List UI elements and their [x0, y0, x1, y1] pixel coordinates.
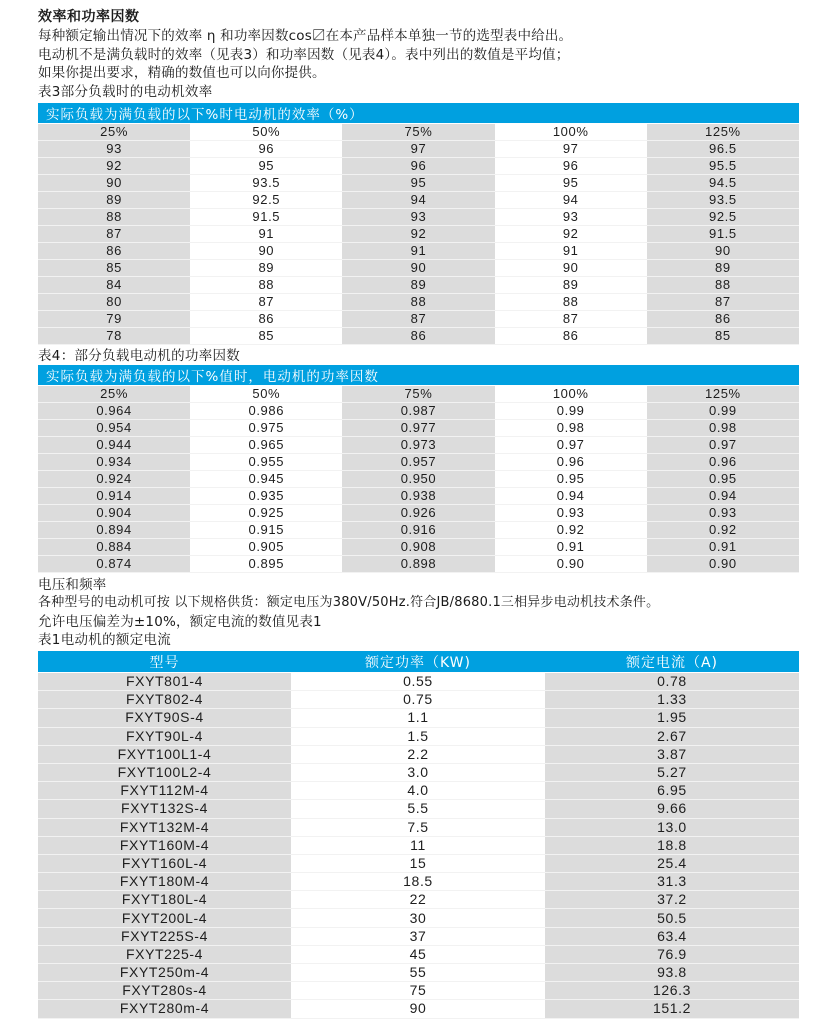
column-header: 50% — [190, 123, 342, 140]
table-row — [38, 873, 799, 891]
table-cell: 0.914 — [38, 487, 190, 504]
table-cell: FXYT802-4 — [38, 691, 291, 709]
table4-header: 实际负载为满负载的以下%值时，电动机的功率因数 — [38, 365, 799, 386]
table-cell: 0.97 — [647, 436, 799, 453]
table-cell: 0.950 — [342, 470, 494, 487]
voltage-line-2: 允许电压偏差为±10%，额定电流的数值见表1 — [38, 613, 322, 630]
table-cell: 97 — [342, 140, 494, 157]
table-row — [38, 691, 799, 709]
table-cell: 0.955 — [190, 453, 342, 470]
table3-efficiency — [38, 103, 799, 345]
column-header: 125% — [647, 123, 799, 140]
table-cell: FXYT100L2-4 — [38, 763, 291, 781]
table-row — [38, 538, 799, 555]
table-row — [38, 470, 799, 487]
table-row — [38, 293, 799, 310]
table-row — [38, 727, 799, 745]
table-cell: 0.884 — [38, 538, 190, 555]
table-cell: 96 — [342, 157, 494, 174]
table-cell: 0.973 — [342, 436, 494, 453]
table-cell: FXYT200L-4 — [38, 909, 291, 927]
table-row — [38, 191, 799, 208]
table-cell: 1.5 — [291, 727, 545, 745]
table-cell: 93 — [495, 208, 647, 225]
table-cell: FXYT132M-4 — [38, 818, 291, 836]
table-cell: 1.1 — [291, 709, 545, 727]
table-row — [38, 891, 799, 909]
table-cell: 0.95 — [495, 470, 647, 487]
table-cell: 13.0 — [545, 818, 799, 836]
column-header-row — [38, 123, 799, 140]
table-row — [38, 709, 799, 727]
table-cell: 0.938 — [342, 487, 494, 504]
table-cell: 0.98 — [647, 419, 799, 436]
table-row — [38, 521, 799, 538]
table-cell: 18.5 — [291, 873, 545, 891]
table-cell: 79 — [38, 310, 190, 327]
table-cell: 0.926 — [342, 504, 494, 521]
table-row — [38, 157, 799, 174]
table-cell: 15 — [291, 854, 545, 872]
table-cell: 80 — [38, 293, 190, 310]
table-cell: 0.975 — [190, 419, 342, 436]
table-cell: 96.5 — [647, 140, 799, 157]
table-row — [38, 673, 799, 691]
table-cell: 93 — [342, 208, 494, 225]
table-cell: 0.904 — [38, 504, 190, 521]
table-row — [38, 782, 799, 800]
table-cell: 95 — [495, 174, 647, 191]
table-cell: 0.925 — [190, 504, 342, 521]
table-row — [38, 504, 799, 521]
table-cell: 86 — [647, 310, 799, 327]
table-row — [38, 419, 799, 436]
table-cell: 0.915 — [190, 521, 342, 538]
table-row — [38, 836, 799, 854]
column-header-row — [38, 385, 799, 402]
table-cell: 0.934 — [38, 453, 190, 470]
voltage-title: 电压和频率 — [38, 576, 107, 593]
table-cell: 0.987 — [342, 402, 494, 419]
table3-caption: 表3部分负载时的电动机效率 — [38, 83, 213, 100]
table-cell: 88 — [38, 208, 190, 225]
table-cell: FXYT160L-4 — [38, 854, 291, 872]
table-cell: 94 — [342, 191, 494, 208]
table-row — [38, 225, 799, 242]
table-cell: 92 — [342, 225, 494, 242]
table-cell: 2.67 — [545, 727, 799, 745]
table-cell: 0.898 — [342, 555, 494, 572]
table-row — [38, 800, 799, 818]
table-cell: 0.986 — [190, 402, 342, 419]
table-cell: 7.5 — [291, 818, 545, 836]
table-cell: 91 — [190, 225, 342, 242]
table-cell: 30 — [291, 909, 545, 927]
table-cell: 0.977 — [342, 419, 494, 436]
table-cell: 0.91 — [495, 538, 647, 555]
table-row — [38, 174, 799, 191]
table-cell: 0.75 — [291, 691, 545, 709]
table-row — [38, 945, 799, 963]
table-row — [38, 745, 799, 763]
table-row — [38, 436, 799, 453]
table-row — [38, 208, 799, 225]
column-header: 75% — [342, 123, 494, 140]
table1-caption: 表1电动机的额定电流 — [38, 632, 172, 648]
table-cell: 3.87 — [545, 745, 799, 763]
table-cell: 5.5 — [291, 800, 545, 818]
table3-body — [38, 123, 799, 344]
table-cell: 0.99 — [495, 402, 647, 419]
table-cell: 5.27 — [545, 763, 799, 781]
table-cell: 95 — [342, 174, 494, 191]
table-cell: FXYT90L-4 — [38, 727, 291, 745]
table-cell: 0.96 — [495, 453, 647, 470]
table-cell: 55 — [291, 964, 545, 982]
table-cell: 86 — [38, 242, 190, 259]
table-cell: 76.9 — [545, 945, 799, 963]
table-cell: 90 — [342, 259, 494, 276]
table-cell: 0.944 — [38, 436, 190, 453]
table-cell: 88 — [342, 293, 494, 310]
table-cell: 4.0 — [291, 782, 545, 800]
table-cell: 90 — [38, 174, 190, 191]
table-row — [38, 310, 799, 327]
column-header-model: 型号 — [38, 651, 291, 673]
table-cell: 50.5 — [545, 909, 799, 927]
table-cell: 0.97 — [495, 436, 647, 453]
table-cell: FXYT160M-4 — [38, 836, 291, 854]
table-cell: 37 — [291, 927, 545, 945]
table-row — [38, 927, 799, 945]
table-cell: 92 — [38, 157, 190, 174]
table-row — [38, 982, 799, 1000]
table-cell: 87 — [38, 225, 190, 242]
table-cell: 0.957 — [342, 453, 494, 470]
table-cell: 0.924 — [38, 470, 190, 487]
table-row — [38, 259, 799, 276]
table-cell: 0.945 — [190, 470, 342, 487]
table-cell: 11 — [291, 836, 545, 854]
table-cell: 0.99 — [647, 402, 799, 419]
table-cell: 92.5 — [647, 208, 799, 225]
table-cell: 0.905 — [190, 538, 342, 555]
table-cell: FXYT225-4 — [38, 945, 291, 963]
table-cell: 88 — [647, 276, 799, 293]
table-cell: 93.5 — [647, 191, 799, 208]
table-cell: 95.5 — [647, 157, 799, 174]
table3-header: 实际负载为满负载的以下%时电动机的效率（%） — [38, 103, 799, 124]
table-cell: 0.95 — [647, 470, 799, 487]
column-header-rated-current: 额定电流（A) — [545, 651, 799, 673]
table-row — [38, 555, 799, 572]
table1-header-row — [38, 651, 799, 673]
table-row — [38, 909, 799, 927]
table-row — [38, 1000, 799, 1018]
table-row — [38, 964, 799, 982]
table-cell: 1.33 — [545, 691, 799, 709]
table-cell: 93.8 — [545, 964, 799, 982]
table-cell: 96 — [495, 157, 647, 174]
table-cell: 0.98 — [495, 419, 647, 436]
column-header: 25% — [38, 385, 190, 402]
table-cell: 89 — [38, 191, 190, 208]
table-row — [38, 453, 799, 470]
table-cell: 92.5 — [190, 191, 342, 208]
table-cell: 90 — [647, 242, 799, 259]
table-cell: 78 — [38, 327, 190, 344]
table-cell: 37.2 — [545, 891, 799, 909]
table-cell: 3.0 — [291, 763, 545, 781]
column-header: 50% — [190, 385, 342, 402]
column-header-rated-power: 额定功率（KW) — [291, 651, 545, 673]
table-cell: 0.96 — [647, 453, 799, 470]
table-cell: 91.5 — [647, 225, 799, 242]
table-cell: 0.895 — [190, 555, 342, 572]
table-cell: 91 — [495, 242, 647, 259]
table-cell: 63.4 — [545, 927, 799, 945]
table-cell: 6.95 — [545, 782, 799, 800]
table-cell: 45 — [291, 945, 545, 963]
table-cell: 93 — [38, 140, 190, 157]
table-cell: 25.4 — [545, 854, 799, 872]
column-header: 125% — [647, 385, 799, 402]
table-cell: 0.78 — [545, 673, 799, 691]
table-cell: 87 — [495, 310, 647, 327]
table-cell: 1.95 — [545, 709, 799, 727]
table-cell: 0.874 — [38, 555, 190, 572]
table-cell: 75 — [291, 982, 545, 1000]
table-row — [38, 487, 799, 504]
table-cell: 2.2 — [291, 745, 545, 763]
intro-line-1: 每种额定输出情况下的效率 η 和功率因数cos〼在本产品样本单独一节的选型表中给出。 — [38, 28, 573, 44]
table-cell: 94.5 — [647, 174, 799, 191]
table-cell: 95 — [190, 157, 342, 174]
table-cell: FXYT180L-4 — [38, 891, 291, 909]
table-cell: 0.94 — [495, 487, 647, 504]
table-cell: 85 — [647, 327, 799, 344]
table-cell: 90 — [495, 259, 647, 276]
table-row — [38, 763, 799, 781]
table-cell: 94 — [495, 191, 647, 208]
table-cell: 88 — [495, 293, 647, 310]
table-cell: 0.92 — [647, 521, 799, 538]
table-cell: 0.93 — [495, 504, 647, 521]
table-cell: FXYT250m-4 — [38, 964, 291, 982]
voltage-line-1: 各种型号的电动机可按 以下规格供货：额定电压为380V/50Hz.符合JB/8680.1三相异步电动机技术条件。 — [38, 595, 660, 610]
column-header: 25% — [38, 123, 190, 140]
table-cell: 0.94 — [647, 487, 799, 504]
table-cell: FXYT280m-4 — [38, 1000, 291, 1018]
table-cell: FXYT225S-4 — [38, 927, 291, 945]
table-cell: 0.935 — [190, 487, 342, 504]
table-cell: 86 — [342, 327, 494, 344]
table-cell: 0.916 — [342, 521, 494, 538]
table-cell: 92 — [495, 225, 647, 242]
table-row — [38, 242, 799, 259]
intro-line-2: 电动机不是满负载时的效率（见表3）和功率因数（见表4）。表中列出的数值是平均值； — [38, 46, 570, 63]
table-cell: 96 — [190, 140, 342, 157]
table-cell: 85 — [190, 327, 342, 344]
table-cell: 0.954 — [38, 419, 190, 436]
table4-body — [38, 385, 799, 572]
table-cell: 86 — [190, 310, 342, 327]
table-cell: 22 — [291, 891, 545, 909]
table-cell: 18.8 — [545, 836, 799, 854]
table-cell: 126.3 — [545, 982, 799, 1000]
table-cell: FXYT112M-4 — [38, 782, 291, 800]
table-row — [38, 854, 799, 872]
table-row — [38, 276, 799, 293]
table-cell: 89 — [647, 259, 799, 276]
table-cell: 0.894 — [38, 521, 190, 538]
table-cell: 0.91 — [647, 538, 799, 555]
table-cell: FXYT280s-4 — [38, 982, 291, 1000]
table-cell: 0.964 — [38, 402, 190, 419]
table-cell: 87 — [647, 293, 799, 310]
table4-caption: 表4：部分负载电动机的功率因数 — [38, 347, 241, 364]
table-cell: 9.66 — [545, 800, 799, 818]
table-cell: 89 — [342, 276, 494, 293]
table-row — [38, 402, 799, 419]
column-header: 75% — [342, 385, 494, 402]
table1-body — [38, 673, 799, 1019]
table-cell: 0.965 — [190, 436, 342, 453]
table-cell: 89 — [495, 276, 647, 293]
table-cell: FXYT132S-4 — [38, 800, 291, 818]
table-cell: 84 — [38, 276, 190, 293]
table-cell: 0.90 — [647, 555, 799, 572]
table4-power-factor — [38, 365, 799, 573]
table-cell: 151.2 — [545, 1000, 799, 1018]
table-cell: 91 — [342, 242, 494, 259]
table-cell: 89 — [190, 259, 342, 276]
table-cell: 85 — [38, 259, 190, 276]
table-cell: 0.93 — [647, 504, 799, 521]
table-cell: 0.55 — [291, 673, 545, 691]
table-cell: 90 — [190, 242, 342, 259]
table-cell: 86 — [495, 327, 647, 344]
table-cell: 31.3 — [545, 873, 799, 891]
column-header: 100% — [495, 385, 647, 402]
table-cell: 91.5 — [190, 208, 342, 225]
table-cell: FXYT801-4 — [38, 673, 291, 691]
column-header: 100% — [495, 123, 647, 140]
table-row — [38, 140, 799, 157]
table-row — [38, 327, 799, 344]
table-cell: 87 — [342, 310, 494, 327]
table-cell: FXYT90S-4 — [38, 709, 291, 727]
table-cell: 97 — [495, 140, 647, 157]
table-cell: FXYT180M-4 — [38, 873, 291, 891]
intro-line-3: 如果你提出要求，精确的数值也可以向你提供。 — [38, 65, 326, 81]
table1-rated-current — [38, 651, 799, 1019]
table-cell: 0.908 — [342, 538, 494, 555]
table-row — [38, 818, 799, 836]
spec-document — [38, 8, 799, 1019]
table-cell: 0.92 — [495, 521, 647, 538]
table-cell: 90 — [291, 1000, 545, 1018]
table-cell: 87 — [190, 293, 342, 310]
table-cell: 88 — [190, 276, 342, 293]
table-cell: 93.5 — [190, 174, 342, 191]
section-title-efficiency: 效率和功率因数 — [38, 9, 140, 25]
table-cell: FXYT100L1-4 — [38, 745, 291, 763]
table-cell: 0.90 — [495, 555, 647, 572]
